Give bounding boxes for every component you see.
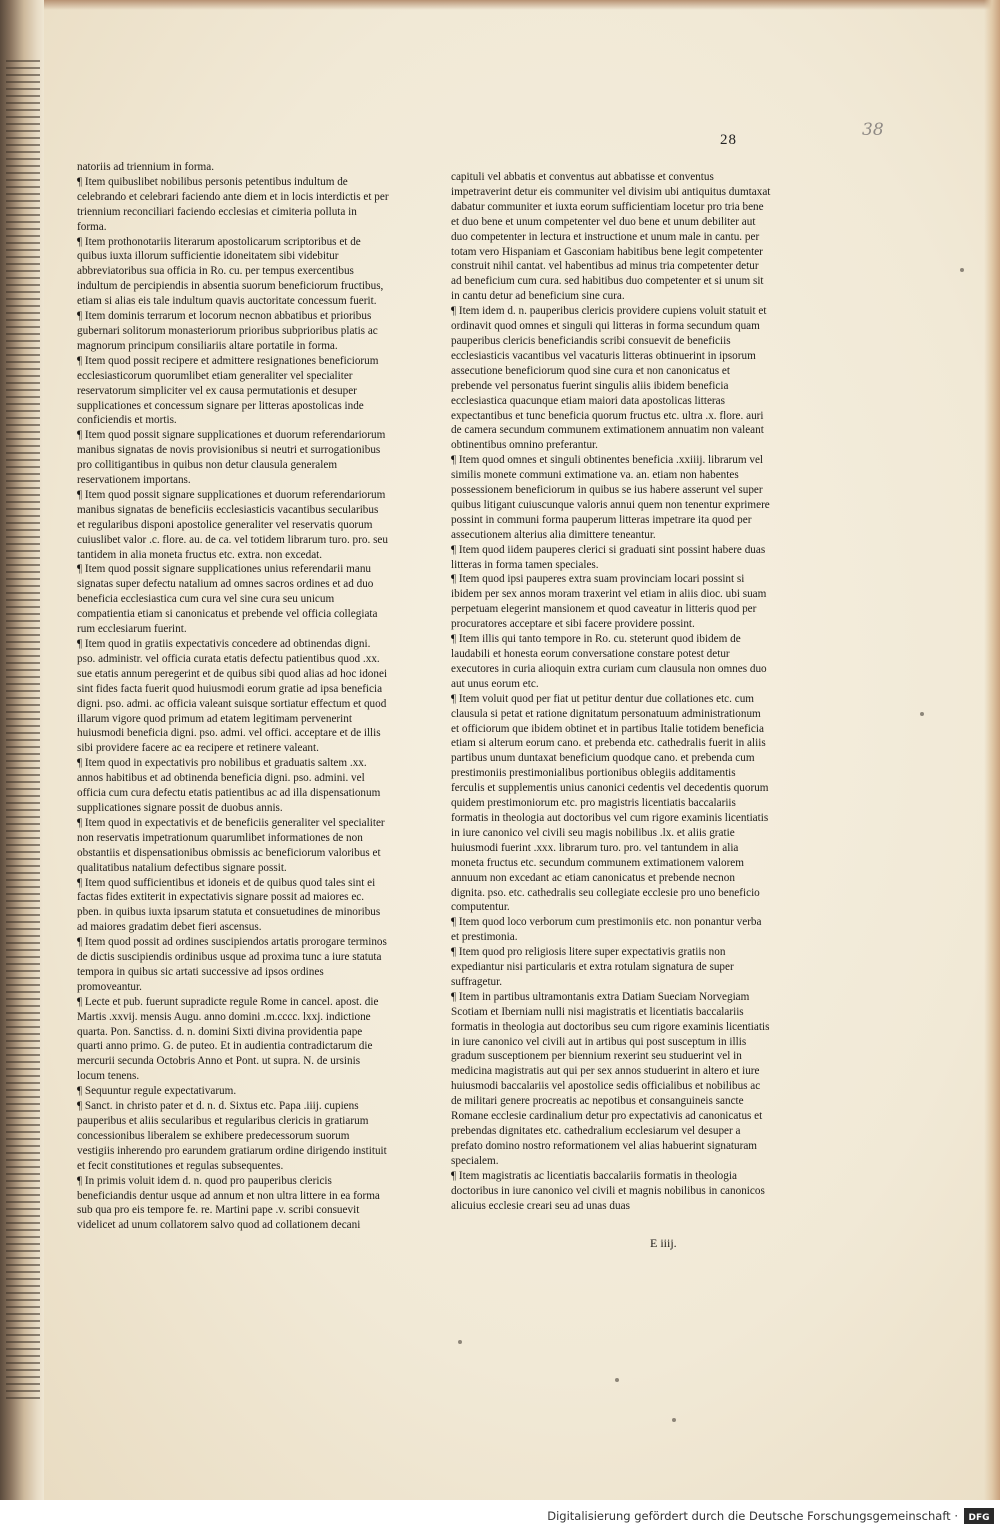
ink-spot: [920, 712, 924, 716]
text-paragraph: ¶ Item quod possit recipere et admittere resignationes beneficiorum ecclesiasticorum quorumlibet etiam generaliter vel specialiter reservatorum simpliciter vel ex causa permutationis et desuper supplicationes et concessum signare per litteras apostolicas inde conficiendis et mortis.: [77, 354, 379, 427]
svg-text:DFG: DFG: [968, 1513, 990, 1523]
text-paragraph: ¶ Item quod sufficientibus et idoneis et de quibus quod tales sint ei factas fides extiterit in expectativis signare possit ad maiores ec. pben. in quibus iuxta ipsarum statuta et consuetudines de minoribus ad maiores gradatim debet fieri ascensus.: [77, 876, 381, 934]
page-right-edge: [984, 0, 1000, 1500]
folio-number: 28: [720, 132, 737, 148]
text-paragraph: ¶ Item quod pro religiosis litere super expectativis gratiis non expediantur nisi particularis et extra rotulam signatura de super suffragetur.: [451, 946, 734, 988]
funding-credit: Digitalisierung gefördert durch die Deutsche Forschungsgemeinschaft ·: [547, 1509, 958, 1523]
text-paragraph: ¶ Sequuntur regule expectativarum.: [77, 1085, 237, 1098]
text-paragraph: ¶ Item quod loco verborum cum prestimoniis etc. non ponantur verba et prestimonia.: [451, 916, 762, 944]
text-paragraph: ¶ Sanct. in christo pater et d. n. d. Sixtus etc. Papa .iiij. cupiens pauperibus et aliis secularibus et regularibus clericis in gratiarum concessionibus liberalem se exhibere predecessorum suorum vestigiis inherendo pro earundem gratiarum ordine dirigendo instituit et fecit constitutiones et regulas subsequentes.: [77, 1100, 387, 1172]
book-spine: [0, 0, 44, 1500]
page-top-edge: [44, 0, 1000, 10]
text-paragraph: capituli vel abbatis et conventus aut abbatisse et conventus impetraverint detur eis communiter vel divisim ubi antiquitus dumtaxat dabatur communiter et iuxta eorum sufficientiam locetur pro tria bene et duo bene et unum competenter vel duo bene et unum debiliter aut duo competenter in lectura et instructione et unum male in cantu. per totam vero Hispaniam et Gasconiam habitibus bene legit competenter construit nihil cantat. vel habentibus ad minus tria competenter detur ad beneficium cum cura. sed habitibus duo competenter et si unum sit in cantu detur ad beneficium sine cura.: [451, 171, 771, 303]
ink-spot: [458, 1340, 462, 1344]
text-paragraph: ¶ Item voluit quod per fiat ut petitur dentur due collationes etc. cum clausula si petat et ratione dignitatum personatuum administrationum et officiorum que ibidem obtinet et in partibus Italie totidem beneficia etiam si alterum eorum cano. et prebenda etc. cathedralis fuerit in aliis partibus unum duntaxat beneficium quodque cano. et prebenda cum prestimoniis prestimonialibus portionibus oblegiis additamentis ferculis et supplementis unius canonici cedentis vel decedentis quorum quidem prestimoniorum etc. pro magistris licentiatis baccalariis formatis in theologia aut doctoribus vel cum rigore examinis licentiatis in iure canonico vel civili seu magis nobilibus .lx. et aliis gratie huiusmodi fuerint .xxx. librarum turo. pro. vel tantundem in alia moneta fructus etc. secundum communem extimationem valorem annuum non excedant ac etiam canonicatus et prebende necnon dignita. pso. etc. cathedralis seu collegiate ecclesie pro uno beneficio computentur.: [451, 692, 769, 914]
dfg-logo: [964, 1508, 994, 1524]
ink-spot: [615, 1378, 619, 1382]
facing-page-text: [6, 60, 40, 1400]
ink-spot: [960, 268, 964, 272]
text-paragraph: ¶ Item prothonotariis literarum apostolicarum scriptoribus et de quibus iuxta illorum sufficientie idoneitatem sibi videbitur abbreviatoribus sua officia in Ro. cu. per tempus exercentibus indultum de percipiendis in absentia suorum beneficiorum fructibus, etiam si alias eis tale indultum quavis auctoritate concessum fuerit.: [77, 235, 384, 308]
text-paragraph: ¶ Item quod possit signare supplicationes et duorum referendariorum manibus signatas de novis provisionibus si neutri et surrogationibus pro collitigantibus in quibus non detur clausula generalem reservationem importans.: [77, 429, 386, 487]
text-paragraph: ¶ Item quod possit signare supplicationes unius referendarii manu signatas super defectu natalium ad omnes sacros ordines et ad duo beneficia ecclesiastica cum cura vel sine cura seu unicum compatientia etiam si canonicatus et prebende vel officia collegiata rum ecclesiarum fuerint.: [77, 563, 378, 636]
text-paragraph: ¶ Item quod ipsi pauperes extra suam provinciam locari possint si ibidem per sex annos moram traxerint vel etiam in aliis dioc. ubi suam perpetuam elegerint mansionem et quod caveatur in litteris quod per procuratores acceptare et sibi facere providere possint.: [451, 573, 767, 631]
text-paragraph: ¶ Item dominis terrarum et locorum necnon abbatibus et prioribus gubernari solitorum monasteriorum prioribus subprioribus platis ac magnorum principum consiliariis altare portatile in forma.: [77, 310, 378, 352]
left-text-column: [77, 160, 389, 1233]
text-paragraph: ¶ Item quod omnes et singuli obtinentes beneficia .xxiiij. librarum vel similis monete communi extimatione va. an. etiam non habentes possessionem beneficiorum in quibus se ius habere asserunt vel super quibus litigant cuiuscunque valoris annui quem non tenentur exprimere possint in communi forma pauperum litteras impetrare ita quod per assecutionem alterius alia dimittere teneantur.: [451, 454, 770, 541]
right-text-column: [451, 170, 771, 1213]
text-paragraph: ¶ Item illis qui tanto tempore in Ro. cu. steterunt quod ibidem de laudabili et honesta eorum conversatione constare potest detur executores in curia alioquin extra curiam cum clausula non omnes duo aut unus eorum etc.: [451, 633, 767, 690]
text-paragraph: natoriis ad triennium in forma.: [77, 161, 215, 173]
text-paragraph: ¶ Lecte et pub. fuerunt supradicte regule Rome in cancel. apost. die Martis .xxvij. mensis Augu. anno domini .m.cccc. lxxj. indictione quarta. Pon. Sanctiss. d. n. domini Sixti divina providentia pape quarti anno primo. G. de puteo. Et in audientia contradictarum die mercurii secunda Octobris Anno et Pont. ut supra. N. de ursinis locum tenens.: [77, 995, 379, 1083]
text-paragraph: ¶ Item quod possit signare supplicationes et duorum referendariorum manibus signatas de beneficiis ecclesiasticis vacantibus secularibus et regularibus disponi apostolice generaliter vel reservatis quorum cuiuslibet valor .c. flore. au. de ca. vel totidem librarum turo. pro. seu tantidem in alia moneta fructus etc. extra. non excedat.: [77, 488, 388, 561]
text-paragraph: ¶ Item magistratis ac licentiatis baccalariis formatis in theologia doctoribus in iure canonico vel civili et magnis nobilibus in canonicos alicuius ecclesie creari seu ad unas duas: [451, 1169, 765, 1212]
text-paragraph: ¶ In primis voluit idem d. n. quod pro pauperibus clericis beneficiandis dentur usque ad annum et non ultra littere in ea forma sub qua pro eis tempore fe. re. Martini pape .v. scribi consuevit videlicet ad unum collatorem salvo quod ad collationem decani: [77, 1174, 380, 1232]
text-paragraph: ¶ Item quod possit ad ordines suscipiendos artatis prorogare terminos de dictis suscipiendis ordinibus usque ad proxima tunc a iure statuta tempora in quibus sic artati successive ad ipsos ordines promoveantur.: [77, 936, 387, 993]
pencil-annotation: 38: [862, 120, 884, 140]
text-paragraph: ¶ Item quod in gratiis expectativis concedere ad obtinendas digni. pso. administr. vel officia curata etatis defectu patientibus quod .xx. sue etatis annum peregerint et de quibus sibi quod alias ad hoc idonei sint fides facta fuerit quod huiusmodi eorum gratie ad ipsa beneficia digni. pso. admi. ac officia valeant suisque sortiatur effectum et quod illarum vigore quod primum ad etatem legitimam pervenerint huiusmodi beneficia digni. pso. admi. vel offici. acceptare et de illis sibi providere facere ac ea recipere et retinere valeant.: [77, 638, 388, 755]
text-paragraph: ¶ Item in partibus ultramontanis extra Datiam Sueciam Norvegiam Scotiam et Iberniam nulli nisi magistratis et licentiatis baccalariis formatis in theologia aut doctoribus seu cum rigore examinis licentiatis in iure canonico vel civili aut in artibus qui post susceptum in illis gradum susceptionem per biennium rexerint seu studuerint vel in medicina magistratis aut qui per sex annos studuerint in altero et iure huiusmodi baccalariis vel apostolice sedis officialibus et nobilibus ac de militari genere procreatis ac nepotibus et consanguineis sancte Romane ecclesie cardinalium detur pro expectativis ad canonicatus et prebendas dignitates etc. cathedralium ecclesiarum vel desuper a prefato domino nostro reformationem vel alias habuerint signaturam specialem.: [451, 990, 770, 1167]
text-paragraph: ¶ Item quod in expectativis pro nobilibus et graduatis saltem .xx. annos habitibus et ad obtinenda beneficia digni. pso. admini. vel officia cum cura defectu etatis patientibus ac ad illa dispensationum supplicationes signare possit de duobus annis.: [77, 757, 381, 814]
digitization-footer: [0, 1500, 1000, 1533]
text-paragraph: ¶ Item quod in expectativis et de beneficiis generaliter vel specialiter non reservatis impetrationum quarumlibet informationes de non obstantiis et dispensationibus obmissis ac beneficiorum valoribus et qualitatibus natalium defectibus signare possit.: [77, 816, 385, 874]
text-paragraph: ¶ Item quod iidem pauperes clerici si graduati sint possint habere duas litteras in forma tamen speciales.: [451, 543, 766, 571]
text-paragraph: ¶ Item idem d. n. pauperibus clericis providere cupiens voluit statuit et ordinavit quod omnes et singuli qui litteras in forma secundum quam pauperibus clericis beneficiandis scribi consuevit de beneficiis ecclesiasticis vacantibus vel vacaturis litteras obtinuerint in ipsorum assecutione beneficiorum quod sine cura et non canonicatus et prebende vel personatus fuerint singulis aliis ibidem beneficia ecclesiastica quacunque etiam maiori data apostolicas litteras expectantibus et tunc beneficia quorum fructus etc. ultra .x. flore. auri de camera secundum communem extimationem annuatim non valeant obtinentibus omnino preferantur.: [451, 305, 767, 452]
signature-mark: E iiij.: [650, 1236, 677, 1250]
ink-spot: [672, 1418, 676, 1422]
text-paragraph: ¶ Item quibuslibet nobilibus personis petentibus indultum de celebrando et celebrari faciendo ante diem et in locis interdictis et per triennium reconciliari faciendo ecclesias et cimiteria polluta in forma.: [77, 175, 389, 233]
